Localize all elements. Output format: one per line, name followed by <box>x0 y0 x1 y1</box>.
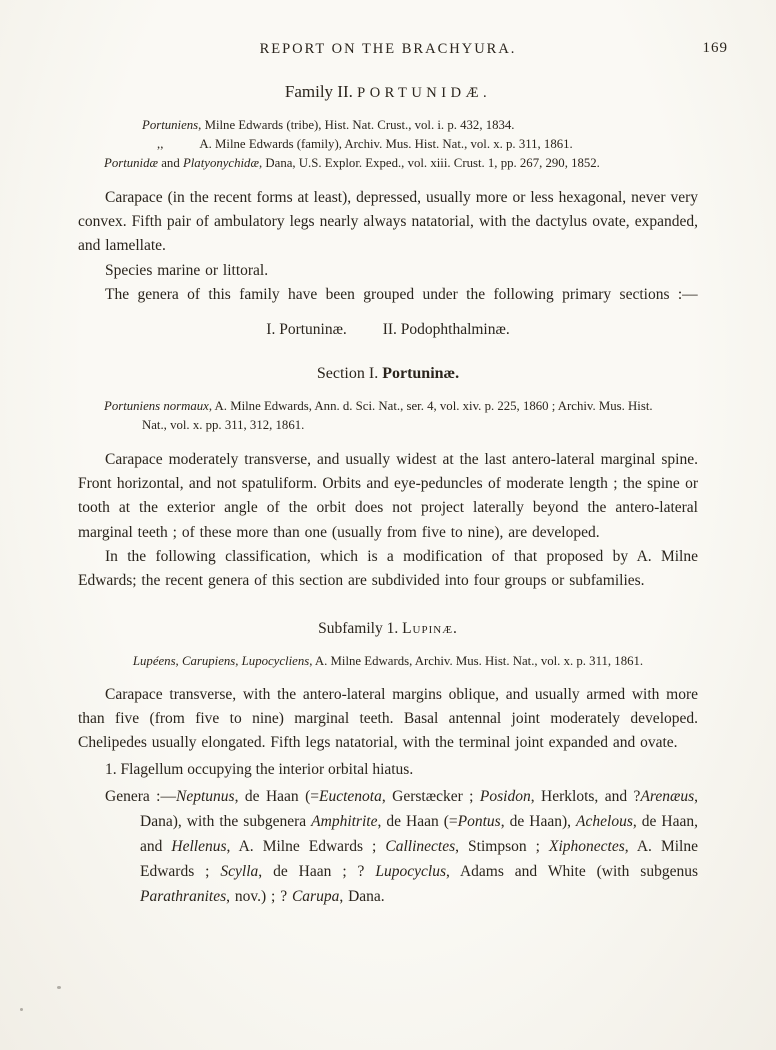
text-segment: Subfamily 1. <box>318 619 403 637</box>
text-segment: , de Haan (= <box>377 813 458 831</box>
text-segment: , Herklots, and ? <box>530 788 641 806</box>
text-segment: Lupéens, Carupiens, Lupocycliens <box>132 653 310 668</box>
key-item-flagellum: 1. Flagellum occupying the interior orbital hiatus. <box>105 760 414 778</box>
text-segment: Xiphonectes <box>549 838 625 856</box>
text-segment: Arenæus <box>640 788 695 806</box>
text-segment: Amphitrite <box>311 813 378 831</box>
text-segment: Genera :— <box>105 788 176 806</box>
citation-line <box>104 397 672 435</box>
text-segment: Family II. <box>284 82 358 101</box>
text-segment: , A. Milne Edwards, Ann. d. Sci. Nat., ser. 4, vol. xiv. p. 225, 1860 ; Archiv. Mus. Hist. Nat., vol. x. pp. 311, 312, 1861. <box>142 399 653 433</box>
text-segment: , Gerstæcker ; <box>381 788 480 806</box>
text-segment: Parathranites <box>140 888 227 906</box>
text-segment: , Dana. <box>339 888 385 906</box>
text-segment: , nov.) ; ? <box>226 888 292 906</box>
text-segment: Lupinæ. <box>402 619 458 637</box>
scan-speck <box>57 986 61 989</box>
text-segment: Section I. <box>316 365 383 383</box>
classification-note-paragraph: In the following classification, which is a modification of that proposed by A. Milne Edwards; the recent genera of this section are subdivided into four groups or subfamilies. <box>78 547 698 590</box>
text-segment: , Dana), with the subgenera <box>140 788 698 831</box>
text-segment: , Stimpson ; <box>455 838 550 856</box>
text-segment: , A. Milne Edwards ; <box>226 838 386 856</box>
page-content <box>0 82 776 910</box>
section-item-portuninae: I. Portuninæ. <box>266 321 347 339</box>
text-segment: Callinectes <box>385 838 456 856</box>
text-segment: Portuniens <box>142 118 199 132</box>
family-description-paragraph: Carapace (in the recent forms at least), depressed, usually more or less hexagonal, never very convex. Fifth pair of ambulatory legs nearly always natatorial, with the dactylus ovate, expanded, and lamellate. <box>78 188 698 255</box>
text-segment: , de Haan, and <box>140 813 698 856</box>
text-segment: ,, <box>157 137 164 152</box>
running-header <box>0 0 776 58</box>
text-segment: , de Haan), <box>500 813 577 831</box>
grouping-paragraph: The genera of this family have been grouped under the following primary sections :— <box>105 285 698 303</box>
text-segment: , de Haan ; ? <box>258 863 376 881</box>
text-segment: Hellenus <box>171 838 227 856</box>
running-title: REPORT ON THE BRACHYURA. <box>259 41 517 57</box>
text-segment: , Dana, U.S. Explor. Exped., vol. xiii. Crust. 1, pp. 267, 290, 1852. <box>259 156 600 171</box>
text-segment: , A. Milne Edwards ; <box>140 838 698 881</box>
text-segment: Pontus <box>457 813 501 831</box>
subfamily-1-synonymy <box>104 652 672 671</box>
text-segment: Portunidæ <box>104 156 159 171</box>
text-segment: , de Haan (= <box>234 788 319 806</box>
citation-line <box>104 116 672 135</box>
text-segment: Achelous <box>576 813 633 831</box>
section-1-heading <box>78 365 698 383</box>
text-segment: Portuniens normaux <box>104 399 209 414</box>
page-number: 169 <box>702 40 728 56</box>
text-segment: A. Milne Edwards (family), Archiv. Mus. Hist. Nat., vol. x. p. 311, 1861. <box>199 137 573 152</box>
section-1-synonymy <box>104 397 672 435</box>
text-segment: Portuninæ. <box>382 365 460 383</box>
section-item-podophthalminae: II. Podophthalminæ. <box>382 321 510 339</box>
subfamily-1-heading <box>78 620 698 638</box>
family-heading <box>78 82 698 102</box>
section-description-paragraph: Carapace moderately transverse, and usually widest at the last antero-lateral marginal spine. Front horizontal, and not spatuliform. Orbits and eye-peduncles of moderate length ; the spine or tooth at the exterior angle of the orbit does not project laterally beyond the antero-lateral marginal teeth ; of these more than one (usually from five to nine), are developed. <box>78 450 698 541</box>
family-synonymy <box>104 116 672 174</box>
citation-line <box>104 135 672 154</box>
text-segment: Lupocyclus <box>375 863 446 881</box>
text-segment: Carupa <box>291 888 340 906</box>
citation-line <box>104 652 672 671</box>
text-segment: and <box>158 156 183 171</box>
citation-line <box>104 154 672 173</box>
primary-sections <box>78 321 698 339</box>
text-segment: Scylla <box>220 863 259 881</box>
genera-list-paragraph <box>78 784 698 910</box>
text-segment: Neptunus <box>176 788 235 806</box>
subfamily-description-paragraph: Carapace transverse, with the antero-lateral margins oblique, and usually armed with more than five (from five to nine) marginal teeth. Basal antennal joint moderately developed. Chelipedes usually elongated. Fifth legs natatorial, with the terminal joint expanded and ovate. <box>78 685 698 752</box>
text-segment: Euctenota <box>319 788 382 806</box>
text-segment: , Adams and White (with subgenus <box>445 863 698 881</box>
text-segment: Platyonychidæ <box>182 156 259 171</box>
text-segment: , Milne Edwards (tribe), Hist. Nat. Crust., vol. i. p. 432, 1834. <box>198 118 515 132</box>
scan-speck <box>20 1008 23 1011</box>
habitat-paragraph: Species marine or littoral. <box>105 261 269 279</box>
text-segment: PORTUNIDÆ. <box>357 85 492 101</box>
text-segment: , A. Milne Edwards, Archiv. Mus. Hist. Nat., vol. x. p. 311, 1861. <box>309 653 644 668</box>
text-segment: Posidon <box>479 788 531 806</box>
